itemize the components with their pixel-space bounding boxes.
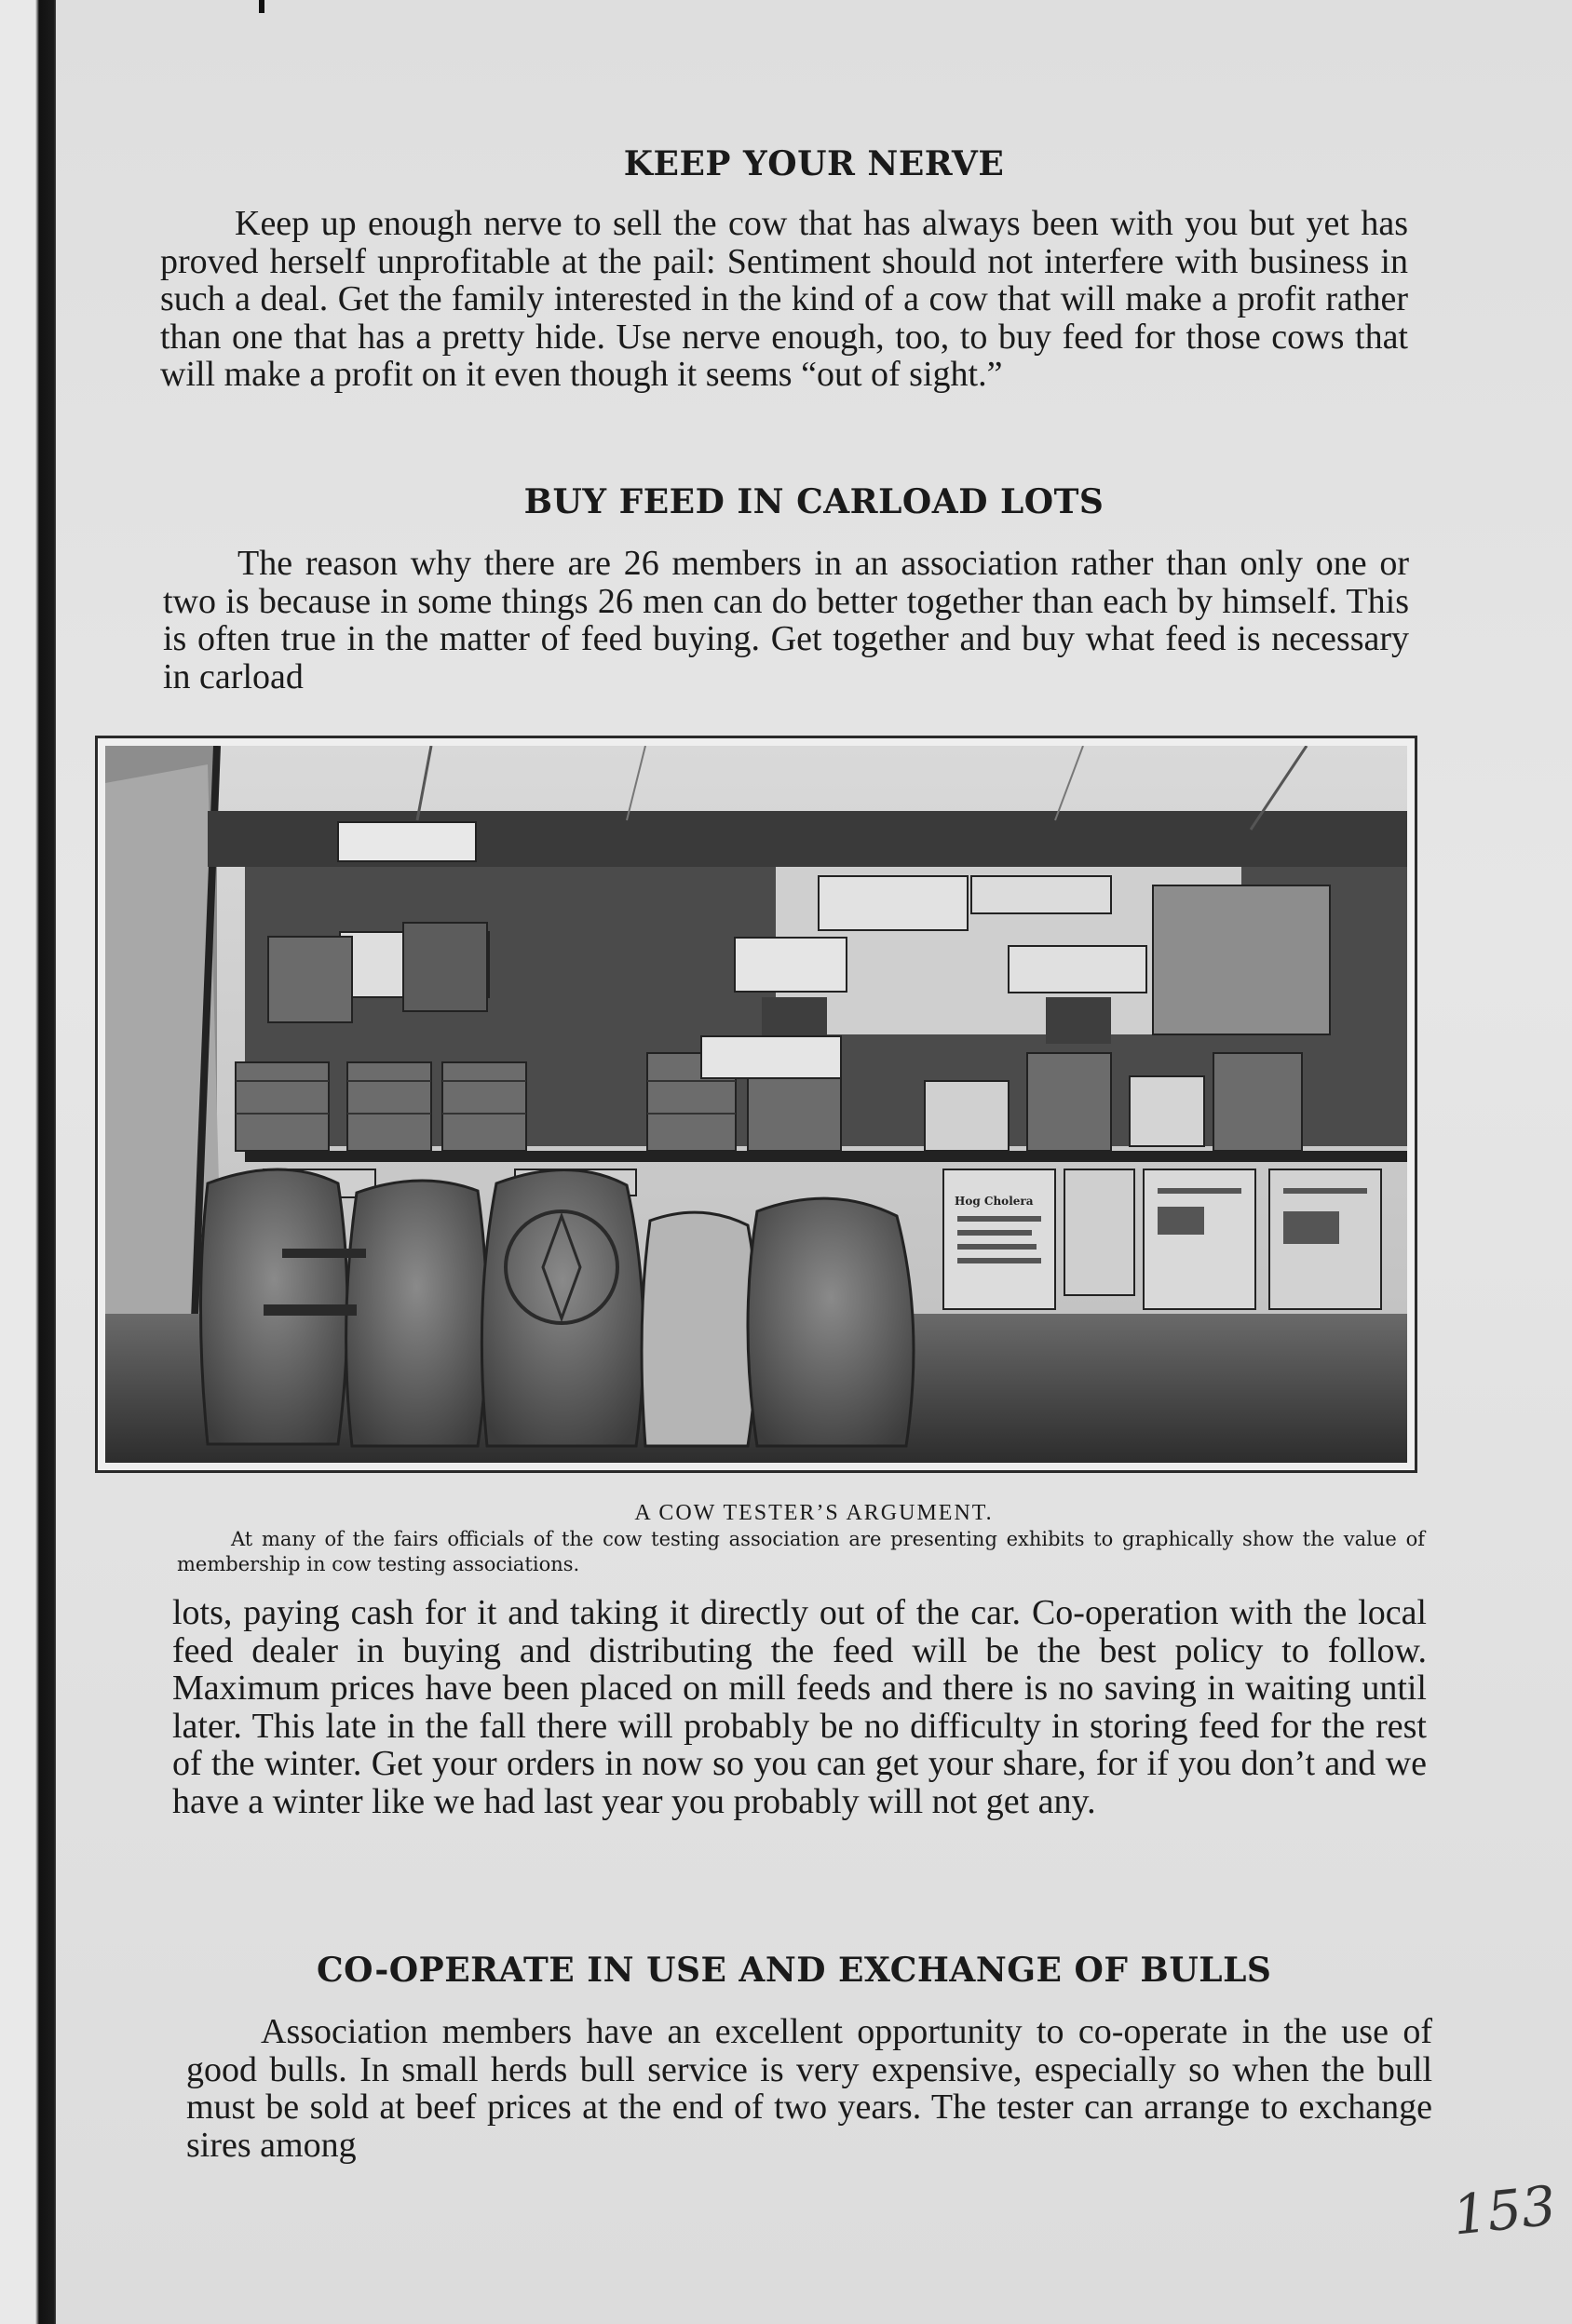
ink-mark xyxy=(259,0,264,13)
paragraph-text: Association members have an excellent opportunity to co-operate in the use of good bulls. In small herds bull service is very expensive, especially so when the bull must be sold at beef prices at the end of two years. The tester can arrange to exchange sires among xyxy=(186,2012,1432,2165)
paragraph-buy-feed-continued xyxy=(172,1594,1427,1820)
paragraph-buy-feed xyxy=(163,545,1409,696)
book-spine-edge xyxy=(0,0,56,2324)
figure-caption-title: A COW TESTER’S ARGUMENT. xyxy=(634,1501,994,1525)
heading-keep-your-nerve: KEEP YOUR NERVE xyxy=(623,144,1005,183)
poster-hog-cholera: Hog Cholera xyxy=(955,1195,1034,1208)
paragraph-text: The reason why there are 26 members in an association rather than only one or two is because in some things 26 men can do better together than each by himself. This is often true in the matter of feed buying. Get together and buy what feed is necessary in carload xyxy=(163,544,1409,696)
paragraph-text: Keep up enough nerve to sell the cow that has always been with you but yet has proved herself unprofitable at the pail: Sentiment should not interfere with business in such a deal. Get the family interested in the kind of a cow that will make a profit rather than one that has a pretty hide. Use nerve enough, too, to buy feed for those cows that will make a profit on it even though it seems “out of sight.” xyxy=(160,204,1408,394)
exhibit-photograph xyxy=(95,736,1417,1473)
paragraph-text: lots, paying cash for it and taking it directly out of the car. Co-operation with the local feed dealer in buying and distributing the feed will be the best policy to follow. Maximum prices have been placed on mill feeds and there is no saving in waiting until later. This late in the fall there will probably be no difficulty in storing feed for the rest of the winter. Get your orders in now so you can get your share, for if you don’t and we have a winter like we had last year you probably will not get any. xyxy=(172,1593,1427,1821)
caption-paragraph: At many of the fairs officials of the cow testing association are presenting exhibits to graphically show the value of membership in cow testing associations. xyxy=(177,1528,1425,1575)
paragraph-cooperate-bulls xyxy=(186,2013,1432,2164)
exhibit-photo-illustration xyxy=(105,746,1407,1463)
figure-caption-text xyxy=(177,1527,1425,1577)
heading-cooperate-bulls: CO-OPERATE IN USE AND EXCHANGE OF BULLS xyxy=(317,1951,1272,1990)
heading-buy-feed: BUY FEED IN CARLOAD LOTS xyxy=(523,482,1104,521)
paragraph-keep-your-nerve xyxy=(160,205,1408,394)
page-number: 153 xyxy=(1449,2173,1559,2248)
